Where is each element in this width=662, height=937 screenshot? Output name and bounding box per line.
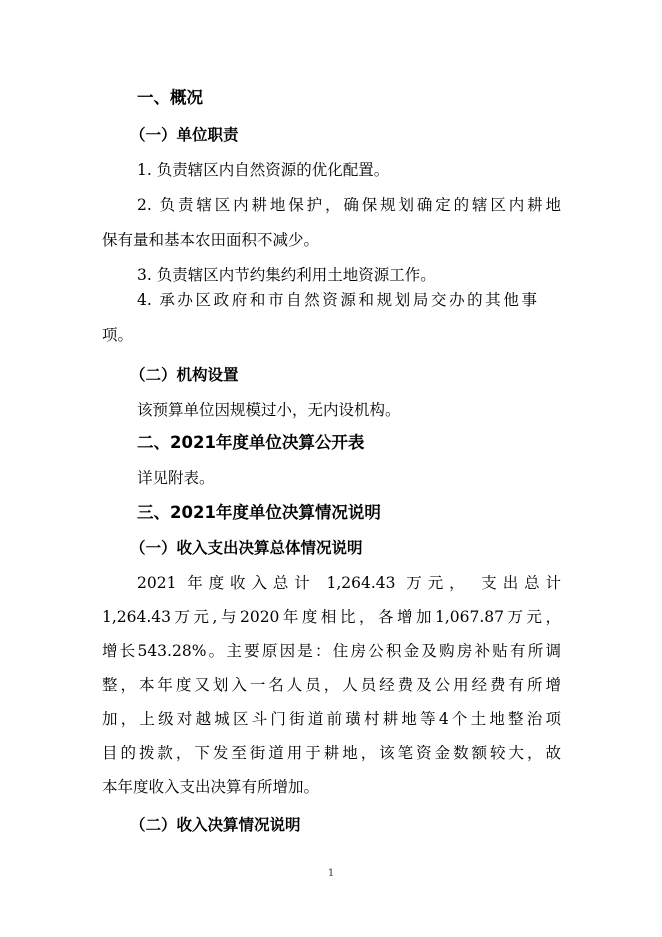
duty-item-2-line-2: 保有量和基本农田面积不减少。 (102, 231, 320, 249)
paragraph-line-7: 本年度收入支出决算有所增加。 (102, 778, 320, 796)
subsection-income-title: （二）收入决算情况说明 (130, 816, 301, 834)
duty-item-4-line-2: 项。 (102, 326, 134, 344)
duty-item-2-line-1: 2. 负责辖区内耕地保护，确保规划确定的辖区内耕地 (137, 196, 561, 214)
subsection-income-expense-title: （一）收入支出决算总体情况说明 (130, 539, 363, 557)
paragraph-line-1: 2021 年度收入总计 1,264.43 万元， 支出总计 (137, 574, 561, 592)
section-2-title: 二、2021年度单位决算公开表 (137, 433, 365, 452)
paragraph-line-4: 整，本年度又划入一名人员，人员经费及公用经费有所增 (102, 676, 561, 694)
section-3-title: 三、2021年度单位决算情况说明 (137, 503, 381, 522)
section-2-text: 详见附表。 (137, 469, 215, 487)
paragraph-line-6: 目的拨款，下发至街道用于耕地，该笔资金数额较大，故 (102, 744, 561, 762)
org-text: 该预算单位因规模过小，无内设机构。 (137, 401, 401, 419)
paragraph-line-5: 加，上级对越城区斗门街道前璜村耕地等4个土地整治项 (102, 710, 561, 728)
subsection-duties-title: （一）单位职责 (130, 126, 239, 144)
page-number: 1 (327, 868, 335, 879)
section-1-title: 一、概况 (137, 88, 203, 107)
subsection-org-title: （二）机构设置 (130, 366, 239, 384)
duty-item-4-line-1: 4. 承办区政府和市自然资源和规划局交办的其他事 (137, 291, 537, 309)
paragraph-line-2: 1,264.43万元,与2020年度相比，各增加1,067.87万元， (102, 608, 561, 626)
paragraph-line-3: 增长543.28%。主要原因是：住房公积金及购房补贴有所调 (102, 642, 561, 660)
duty-item-3: 3. 负责辖区内节约集约利用土地资源工作。 (137, 266, 436, 284)
duty-item-1: 1. 负责辖区内自然资源的优化配置。 (137, 161, 390, 179)
